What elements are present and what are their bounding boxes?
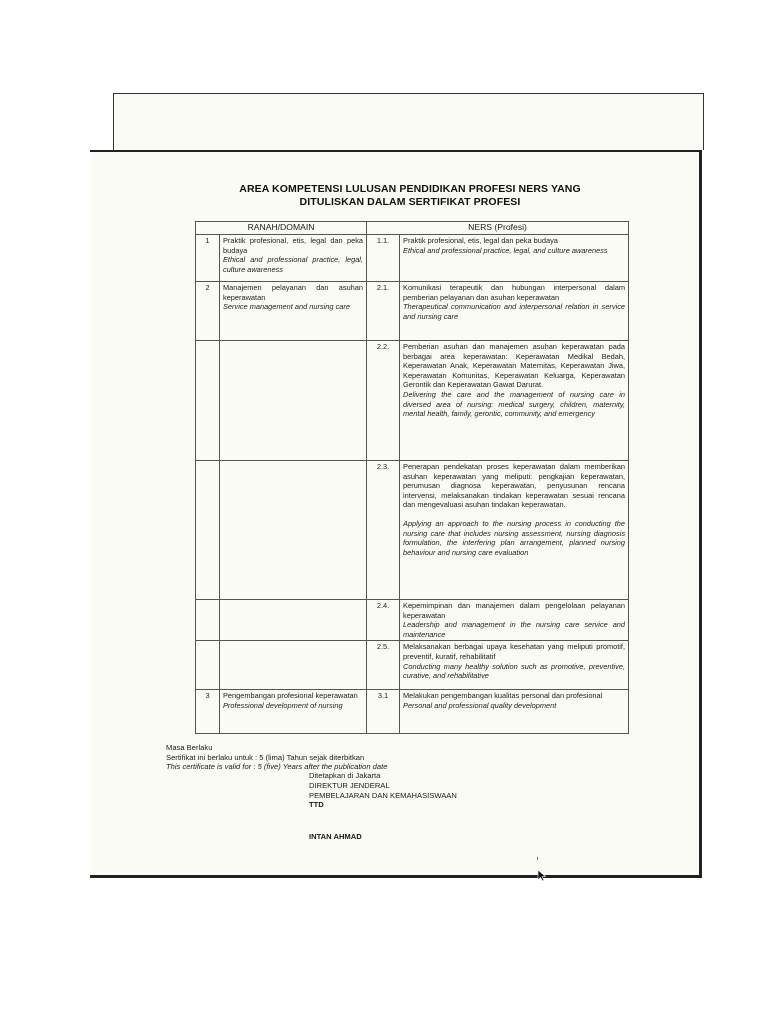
ners-text-id: Praktik profesional, etis, legal dan peka budaya	[403, 236, 558, 245]
validity-text-id: Sertifikat ini berlaku untuk : 5 (lima) Tahun sejak diterbitkan	[166, 752, 365, 762]
ners-text-id: Kepemimpinan dan manajemen dalam pengelolaan pelayanan keperawatan	[403, 601, 626, 620]
table-header-row	[196, 222, 629, 235]
table-row	[196, 600, 629, 641]
domain-text-id: Praktik profesional, etis, legal dan peka budaya	[223, 236, 364, 255]
table-row	[196, 341, 629, 461]
ners-cell	[400, 690, 629, 734]
table-row	[196, 690, 629, 734]
domain-text-en: Service management and nursing care	[223, 302, 350, 312]
validity-section	[166, 743, 387, 772]
title-line-2: DITULISKAN DALAM SERTIFIKAT PROFESI	[299, 196, 521, 208]
competency-table	[195, 221, 629, 734]
row-number: 2	[196, 282, 220, 341]
domain-cell	[220, 282, 367, 341]
ners-cell	[400, 235, 629, 282]
sub-number: 2.4.	[367, 600, 400, 641]
validity-heading: Masa Berlaku	[166, 743, 213, 752]
domain-text-id: Manajemen pelayanan dan asuhan keperawatan	[223, 283, 364, 302]
domain-text-en: Professional development of nursing	[223, 700, 343, 710]
sub-number: 2.3.	[367, 461, 400, 600]
sub-number: 2.1.	[367, 282, 400, 341]
sub-number: 1.1.	[367, 235, 400, 282]
table-row	[196, 641, 629, 690]
mouse-cursor-icon	[536, 856, 546, 882]
ners-text-en: Therapeutical communication and interpersonal relation in service and nursing care	[403, 302, 626, 321]
ners-text-id: Pemberian asuhan dan manajemen asuhan keperawatan pada berbagai area keperawatan: Keperawatan Medikal Bedah, Keperawatan Anak, Keperawatan Maternitas, Keperawatan Jiwa, Keperawatan Komunitas, Keperawatan Keluarga, Keperawatan Gerontik dan Keperawatan Gawat Darurat.	[403, 342, 626, 390]
sub-number: 2.2.	[367, 341, 400, 461]
domain-cell	[220, 235, 367, 282]
ners-cell	[400, 600, 629, 641]
ners-text-id: Melaksanakan berbagai upaya kesehatan yang meliputi promotif, preventif, kuratif, rehabilitatif	[403, 642, 626, 661]
ners-text-en: Leadership and management in the nursing care service and maintenance	[403, 620, 626, 639]
document-title	[200, 183, 620, 209]
signature-ttd: TTD	[309, 800, 324, 810]
sub-number: 3.1	[367, 690, 400, 734]
ners-text-en: Personal and professional quality development	[403, 700, 557, 710]
ners-cell	[400, 641, 629, 690]
domain-cell	[220, 690, 367, 734]
table-row	[196, 282, 629, 341]
signatory-name: INTAN AHMAD	[309, 832, 362, 842]
sub-number: 2.5.	[367, 641, 400, 690]
row-number: 3	[196, 690, 220, 734]
ners-text-en: Conducting many healthy solution such as promotive, preventive, curative, and rehabilitative	[403, 661, 626, 681]
signature-role-1: DIREKTUR JENDERAL	[309, 780, 390, 790]
ners-text-id: Melakukan pengembangan kualitas personal dan profesional	[403, 691, 603, 701]
signature-place: Ditetapkan di Jakarta	[309, 771, 381, 780]
ners-text-id: Komunikasi terapeutik dan hubungan interpersonal dalam pemberian pelayanan dan asuhan keperawatan	[403, 283, 626, 302]
certificate-page	[90, 150, 702, 878]
ners-text-id: Penerapan pendekatan proses keperawatan dalam memberikan asuhan keperawatan yang meliputi: pengkajian keperawatan, perumusan diagnosa keperawatan, penyusunan rencana intervensi, melaksanakan tindakan keperawatan sesuai rencana dan mengevaluasi asuhan tindakan keperawatan.	[403, 462, 626, 510]
signature-block	[309, 771, 457, 842]
signature-role-2: PEMBELAJARAN DAN KEMAHASISWAAN	[309, 790, 457, 800]
ners-text-en: Delivering the care and the management of nursing care in diversed area of nursing: medical surgery, children, maternity, mental health, family, gerontic, community, and emergency	[403, 389, 626, 419]
validity-text-en: This certificate is valid for : 5 (five) Years after the publication date	[166, 762, 388, 772]
table-row	[196, 235, 629, 282]
header-ners: NERS (Profesi)	[367, 222, 629, 235]
domain-text-id: Pengembangan profesional keperawatan	[223, 691, 358, 701]
ners-cell	[400, 461, 629, 600]
table-row	[196, 461, 629, 600]
header-domain: RANAH/DOMAIN	[196, 222, 367, 235]
domain-text-en: Ethical and professional practice, legal, culture awareness	[223, 255, 364, 274]
title-line-1: AREA KOMPETENSI LULUSAN PENDIDIKAN PROFESI NERS YANG	[239, 183, 581, 195]
ners-text-en: Ethical and professional practice, legal, and culture awareness	[403, 245, 608, 255]
row-number: 1	[196, 235, 220, 282]
ners-text-en: Applying an approach to the nursing process in conducting the nursing care that includes nursing assessment, nursing diagnosis formulation, the interfering plan arrangement, planned nursing behaviour and nursing care evaluation	[403, 518, 626, 557]
ners-cell	[400, 341, 629, 461]
ners-cell	[400, 282, 629, 341]
top-frame	[113, 93, 704, 150]
